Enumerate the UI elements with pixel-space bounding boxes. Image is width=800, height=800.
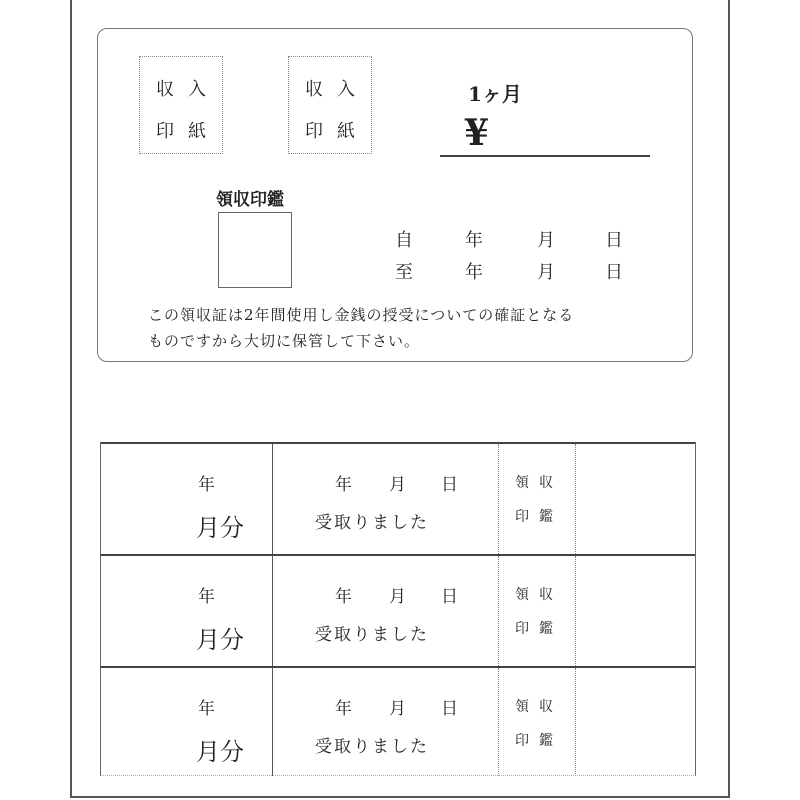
stub-seal-label2: 印鑑	[515, 733, 563, 749]
from-year: 年	[465, 230, 483, 251]
stub-received-text: 受取りました	[315, 737, 429, 757]
stub-year-label: 年	[198, 699, 215, 719]
stub-date-year: 年	[335, 699, 352, 719]
stamp-label-line2: 印紙	[305, 121, 369, 142]
seal-box	[218, 212, 292, 288]
stub-month-label: 月分	[196, 738, 244, 766]
stub-date-day: 日	[441, 699, 458, 719]
stamp-label-line2: 印紙	[156, 121, 220, 142]
period-label: 1ヶ月	[468, 82, 522, 106]
stamp-label-line1: 収入	[156, 79, 220, 100]
stub-seal-label1: 領収	[515, 587, 563, 603]
stub-date-month: 月	[389, 587, 406, 607]
stub-received-text: 受取りました	[315, 513, 429, 533]
to-day: 日	[605, 262, 623, 283]
yen-sign: ¥	[464, 112, 490, 154]
stub-year-label: 年	[198, 475, 215, 495]
stamp-label-line1: 収入	[305, 79, 369, 100]
stub-seal-label2: 印鑑	[515, 509, 563, 525]
stub-month-label: 月分	[196, 626, 244, 654]
notice-line2: ものですから大切に保管して下さい。	[148, 332, 421, 350]
stub-seal-label1: 領収	[515, 699, 563, 715]
to-prefix: 至	[395, 262, 413, 283]
stub-seal-label2: 印鑑	[515, 621, 563, 637]
stub-date-day: 日	[441, 587, 458, 607]
to-month: 月	[537, 262, 555, 283]
stub-date-year: 年	[335, 475, 352, 495]
stub-seal-label1: 領収	[515, 475, 563, 491]
stub-year-label: 年	[198, 587, 215, 607]
amount-underline	[440, 155, 650, 157]
stub-table-frame	[100, 442, 696, 776]
from-day: 日	[605, 230, 623, 251]
stub-received-text: 受取りました	[315, 625, 429, 645]
to-year: 年	[465, 262, 483, 283]
stub-month-label: 月分	[196, 514, 244, 542]
stub-date-month: 月	[389, 699, 406, 719]
seal-label: 領収印鑑	[216, 190, 284, 210]
revenue-stamp-box	[288, 56, 372, 154]
from-month: 月	[537, 230, 555, 251]
stub-date-month: 月	[389, 475, 406, 495]
revenue-stamp-box	[139, 56, 223, 154]
notice-line1: この領収証は2年間使用し金銭の授受についての確証となる	[148, 306, 575, 324]
from-prefix: 自	[395, 230, 413, 251]
stub-date-year: 年	[335, 587, 352, 607]
date-to-row	[395, 258, 635, 284]
date-from-row	[395, 226, 635, 252]
stub-date-day: 日	[441, 475, 458, 495]
